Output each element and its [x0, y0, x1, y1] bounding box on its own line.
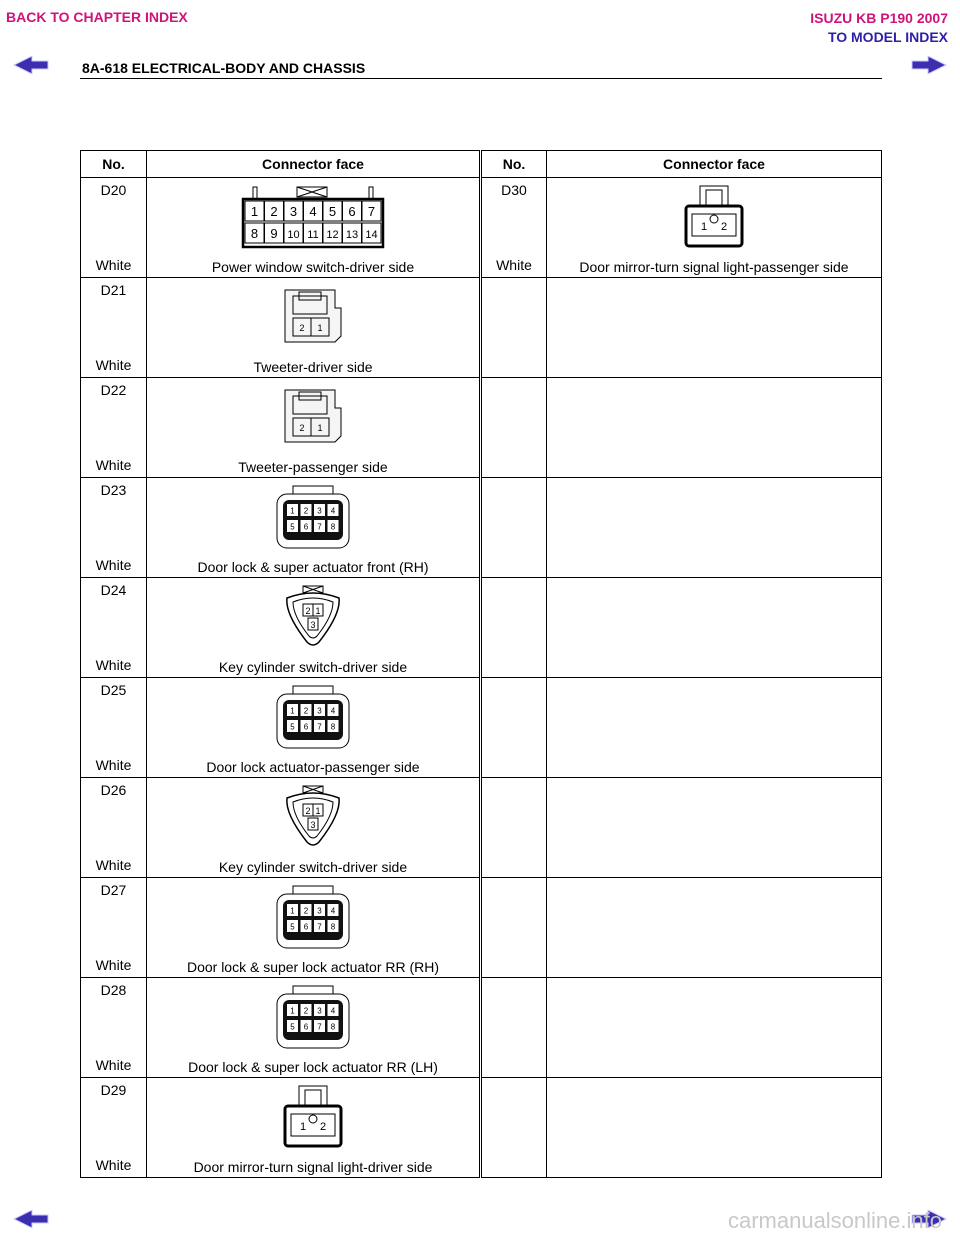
svg-text:6: 6: [303, 922, 309, 932]
svg-text:3: 3: [317, 506, 322, 516]
svg-text:9: 9: [270, 226, 278, 241]
connector-face-diagram: [147, 384, 479, 450]
svg-text:1: 1: [290, 1006, 295, 1016]
connector-face-cell: [147, 878, 481, 978]
table-row: [81, 878, 882, 978]
connector-number: D27: [100, 882, 127, 898]
connector-face-cell: [147, 478, 481, 578]
connector-color: White: [95, 1057, 132, 1073]
connector-caption: Door mirror-turn signal light-passenger side: [579, 259, 849, 275]
svg-text:11: 11: [307, 229, 319, 241]
svg-text:3: 3: [289, 204, 298, 219]
connector-face-cell: [547, 678, 882, 778]
connector-face-diagram: [147, 884, 479, 950]
table-row: [81, 378, 882, 478]
table-row: [81, 578, 882, 678]
8-pin-connector-icon: [273, 884, 353, 950]
connector-caption: Power window switch-driver side: [211, 259, 415, 275]
svg-text:2: 2: [303, 506, 309, 516]
connector-number: D28: [100, 982, 127, 998]
to-model-index-label: TO MODEL INDEX: [827, 29, 948, 45]
connector-face-diagram: [147, 784, 479, 850]
svg-text:1: 1: [315, 806, 321, 816]
connector-number: D24: [100, 582, 127, 598]
connector-color: White: [95, 257, 132, 273]
svg-text:14: 14: [365, 229, 378, 241]
column-header-connector-face: Connector face: [547, 151, 882, 178]
svg-text:8: 8: [330, 522, 336, 532]
svg-text:2: 2: [299, 323, 305, 333]
connector-number-cell: [481, 478, 547, 578]
connector-number-cell: [81, 878, 147, 978]
connector-face-cell: [147, 278, 481, 378]
connector-number-cell: [81, 478, 147, 578]
connector-caption: Door mirror-turn signal light-driver side: [193, 1159, 433, 1175]
table-row: [81, 278, 882, 378]
connector-face-diagram: [147, 1084, 479, 1150]
8-pin-connector-icon: [273, 984, 353, 1050]
connector-face-cell: [147, 778, 481, 878]
connector-face-diagram: [147, 184, 479, 250]
svg-text:2: 2: [720, 221, 728, 233]
2-pin-connector-icon: [678, 184, 750, 250]
model-name: ISUZU KB P190 2007: [810, 10, 948, 26]
connector-number-cell: [81, 678, 147, 778]
model-index-link[interactable]: [810, 9, 948, 47]
svg-text:7: 7: [317, 1022, 322, 1032]
connector-number-cell: [481, 278, 547, 378]
svg-text:5: 5: [290, 1022, 295, 1032]
connector-face-diagram: [147, 684, 479, 750]
svg-text:2: 2: [319, 1121, 327, 1133]
connector-number-cell: [81, 278, 147, 378]
connector-number: D26: [100, 782, 127, 798]
svg-text:2: 2: [303, 1006, 309, 1016]
svg-text:13: 13: [345, 229, 359, 241]
svg-text:8: 8: [330, 922, 336, 932]
svg-text:1: 1: [290, 706, 295, 716]
svg-text:7: 7: [367, 204, 376, 219]
connector-face-cell: [147, 978, 481, 1078]
svg-text:5: 5: [290, 922, 295, 932]
connector-face-cell: [147, 178, 481, 278]
connector-number-cell: [481, 578, 547, 678]
connector-face-cell: [547, 1078, 882, 1178]
back-to-chapter-index-link[interactable]: BACK TO CHAPTER INDEX: [6, 9, 188, 25]
connector-color: White: [95, 657, 132, 673]
connector-number: D21: [100, 282, 127, 298]
connector-number-cell: [81, 1078, 147, 1178]
svg-text:7: 7: [317, 922, 322, 932]
connector-face-cell: [147, 578, 481, 678]
connector-caption: Key cylinder switch-driver side: [218, 659, 408, 675]
connector-face-cell: [547, 878, 882, 978]
connector-caption: Tweeter-driver side: [253, 359, 373, 375]
table-row: [81, 978, 882, 1078]
table-row: [81, 178, 882, 278]
svg-text:8: 8: [250, 226, 259, 241]
svg-text:1: 1: [317, 423, 323, 433]
connector-number-cell: [81, 978, 147, 1078]
connector-number-cell: [481, 178, 547, 278]
svg-text:1: 1: [250, 204, 259, 219]
table-row: [81, 1078, 882, 1178]
svg-text:5: 5: [328, 204, 337, 219]
2-pin-connector-icon: [277, 1084, 349, 1150]
previous-page-arrow-icon[interactable]: [12, 54, 50, 76]
previous-page-arrow-icon[interactable]: [12, 1208, 50, 1230]
connector-color: White: [95, 957, 132, 973]
connector-face-cell: [547, 478, 882, 578]
svg-text:6: 6: [303, 1022, 309, 1032]
svg-text:3: 3: [310, 820, 316, 830]
connector-face-diagram: [147, 284, 479, 350]
connector-number: D30: [501, 182, 527, 198]
svg-text:4: 4: [330, 906, 336, 916]
svg-text:2: 2: [303, 906, 309, 916]
connector-face-cell: [147, 1078, 481, 1178]
svg-text:1: 1: [290, 906, 295, 916]
connector-face-cell: [147, 378, 481, 478]
svg-text:2: 2: [270, 204, 278, 219]
svg-text:6: 6: [303, 522, 309, 532]
connector-number: D25: [100, 682, 127, 698]
svg-text:4: 4: [309, 204, 317, 219]
connector-face-diagram: [147, 584, 479, 650]
svg-text:3: 3: [317, 706, 322, 716]
connector-number-cell: [81, 378, 147, 478]
svg-text:6: 6: [348, 204, 356, 219]
svg-text:6: 6: [303, 722, 309, 732]
svg-text:1: 1: [290, 506, 295, 516]
column-header-no: No.: [481, 151, 547, 178]
next-page-arrow-icon[interactable]: [910, 54, 948, 76]
connector-number-cell: [81, 578, 147, 678]
connector-number-cell: [481, 1078, 547, 1178]
svg-text:2: 2: [303, 706, 309, 716]
connector-face-cell: [547, 378, 882, 478]
connector-face-diagram: [547, 184, 881, 250]
connector-face-diagram: [147, 984, 479, 1050]
svg-text:10: 10: [287, 229, 300, 241]
svg-text:3: 3: [317, 906, 322, 916]
table-row: [81, 678, 882, 778]
header-divider: [80, 78, 882, 79]
svg-text:8: 8: [330, 722, 336, 732]
page-title: 8A-618 ELECTRICAL-BODY AND CHASSIS: [82, 60, 366, 76]
connector-caption: Key cylinder switch-driver side: [218, 859, 408, 875]
connector-face-cell: [147, 678, 481, 778]
connector-color: White: [95, 857, 132, 873]
connector-color: White: [95, 757, 132, 773]
connector-color: White: [496, 257, 532, 273]
connector-color: White: [95, 457, 132, 473]
column-header-no: No.: [81, 151, 147, 178]
2-pin-connector-icon: [277, 384, 349, 450]
3-pin-connector-icon: [281, 584, 345, 650]
connector-number-cell: [481, 378, 547, 478]
svg-text:1: 1: [317, 323, 323, 333]
connector-face-cell: [547, 178, 882, 278]
connector-table: [80, 150, 882, 1178]
svg-text:5: 5: [290, 722, 295, 732]
14-pin-connector-icon: [237, 185, 389, 249]
connector-face-cell: [547, 278, 882, 378]
connector-caption: Door lock & super lock actuator RR (LH): [188, 1059, 438, 1075]
connector-color: White: [95, 357, 132, 373]
connector-face-cell: [547, 978, 882, 1078]
connector-caption: Door lock & super lock actuator RR (RH): [186, 959, 440, 975]
table-header-row: [81, 151, 882, 178]
connector-number: D23: [100, 482, 127, 498]
3-pin-connector-icon: [281, 784, 345, 850]
connector-number: D22: [100, 382, 127, 398]
connector-number-cell: [481, 778, 547, 878]
connector-face-cell: [547, 778, 882, 878]
svg-text:8: 8: [330, 1022, 336, 1032]
connector-number-cell: [481, 978, 547, 1078]
svg-text:2: 2: [299, 423, 305, 433]
connector-number-cell: [481, 678, 547, 778]
connector-caption: Door lock & super actuator front (RH): [197, 559, 429, 575]
svg-text:7: 7: [317, 722, 322, 732]
8-pin-connector-icon: [273, 484, 353, 550]
svg-text:5: 5: [290, 522, 295, 532]
2-pin-connector-icon: [277, 284, 349, 350]
table-row: [81, 778, 882, 878]
svg-text:7: 7: [317, 522, 322, 532]
connector-face-diagram: [147, 484, 479, 550]
connector-caption: Door lock actuator-passenger side: [206, 759, 420, 775]
8-pin-connector-icon: [273, 684, 353, 750]
connector-number-cell: [81, 178, 147, 278]
watermark: carmanualsonline.info: [727, 1208, 942, 1233]
connector-color: White: [95, 1157, 132, 1173]
connector-number-cell: [481, 878, 547, 978]
svg-text:3: 3: [317, 1006, 322, 1016]
connector-face-cell: [547, 578, 882, 678]
connector-number-cell: [81, 778, 147, 878]
svg-text:1: 1: [299, 1121, 307, 1133]
svg-text:4: 4: [330, 1006, 336, 1016]
svg-text:4: 4: [330, 506, 336, 516]
connector-color: White: [95, 557, 132, 573]
connector-caption: Tweeter-passenger side: [238, 459, 388, 475]
svg-text:3: 3: [310, 620, 316, 630]
connector-number: D29: [100, 1082, 127, 1098]
svg-text:1: 1: [700, 221, 708, 233]
svg-text:2: 2: [305, 606, 311, 616]
column-header-connector-face: Connector face: [147, 151, 481, 178]
svg-text:4: 4: [330, 706, 336, 716]
svg-text:1: 1: [315, 606, 321, 616]
table-row: [81, 478, 882, 578]
connector-number: D20: [100, 182, 127, 198]
svg-text:12: 12: [326, 229, 339, 241]
svg-text:2: 2: [305, 806, 311, 816]
